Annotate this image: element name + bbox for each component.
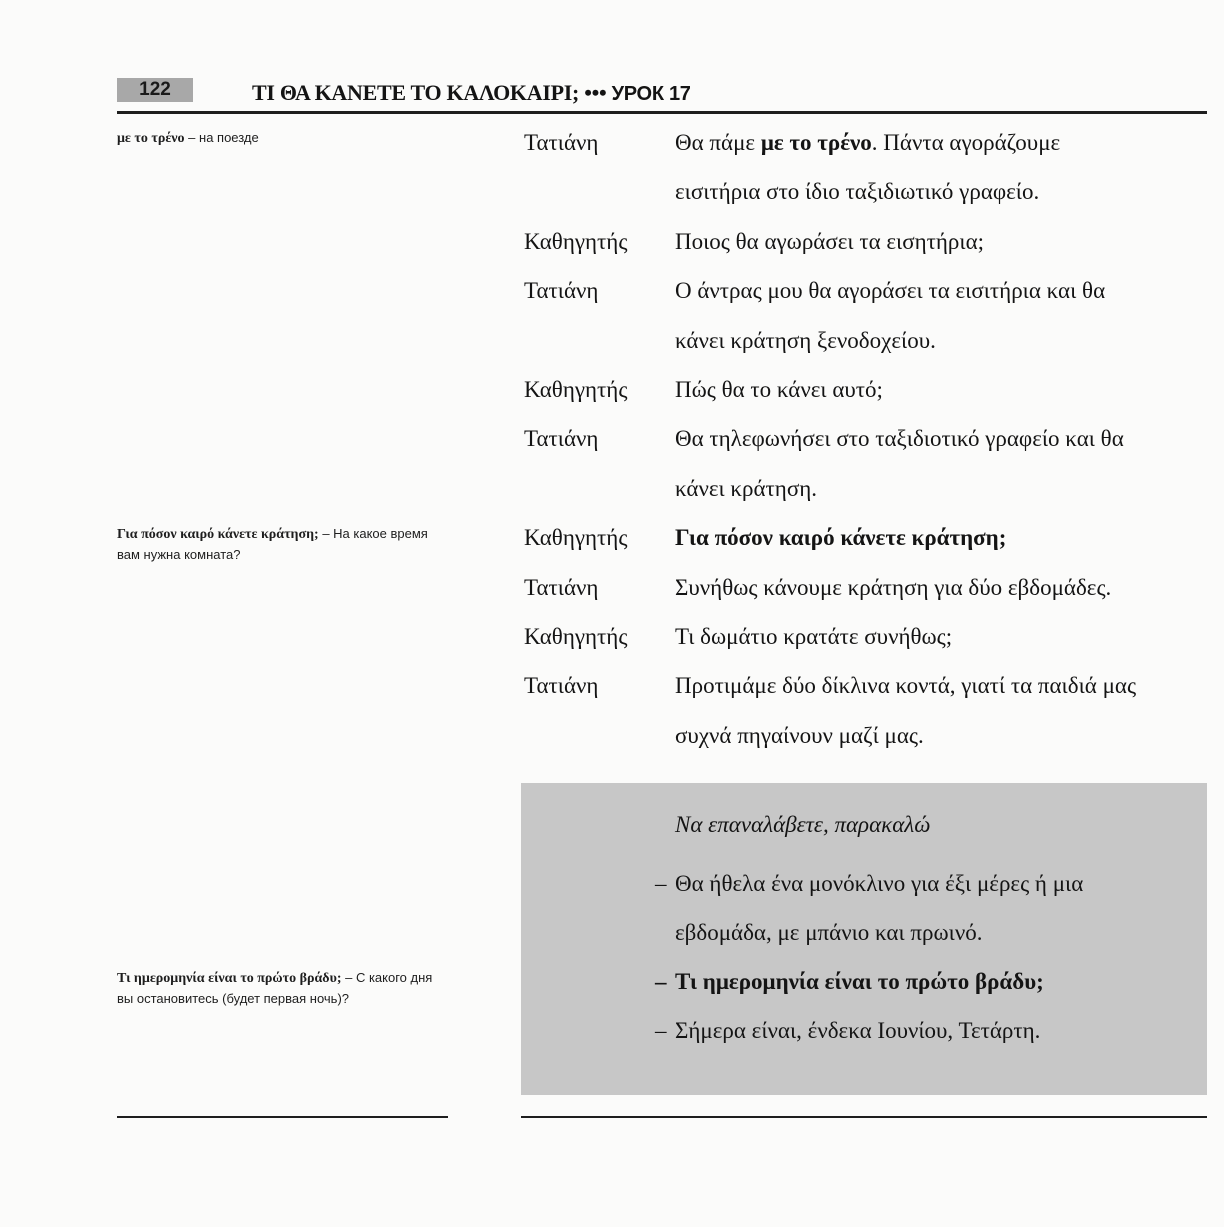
speaker-name: Τατιάνη <box>524 130 599 155</box>
gloss-translation: – на поезде <box>184 130 259 145</box>
margin-gloss <box>117 524 447 565</box>
dash: – <box>655 1018 667 1043</box>
dialogue-line <box>524 711 1214 760</box>
highlighted-phrase: με το τρένο <box>760 130 872 155</box>
repeat-line: – Σήμερα είναι, ένδεκα Ιουνίου, Τετάρτη. <box>655 1006 1040 1055</box>
speech-text: Τι δωμάτιο κρατάτε συνήθως; <box>675 624 953 650</box>
margin-gloss <box>117 968 447 1009</box>
speaker-name: Καθηγητής <box>524 377 628 403</box>
speaker-name <box>524 167 675 216</box>
speech-text <box>675 513 1214 562</box>
dialogue <box>524 118 1214 760</box>
gloss-greek: Τι ημερομηνία είναι το πρώτο βράδυ; <box>117 971 342 986</box>
speech-text: κάνει κράτηση. <box>675 475 817 501</box>
repeat-line: – Θα ήθελα ένα μονόκλινο για έξι μέρες ή μια <box>655 859 1083 908</box>
gloss-greek: Για πόσον καιρό κάνετε κράτηση; <box>117 527 319 542</box>
dialogue-line <box>524 661 1214 710</box>
footer-rule-left <box>117 1116 448 1118</box>
dialogue-line <box>524 118 1214 167</box>
header-rule <box>117 111 1207 114</box>
repeat-title: Να επαναλάβετε, παρακαλώ <box>675 812 931 837</box>
speaker-name: Καθηγητής <box>524 624 628 650</box>
gloss-greek: με το τρένο <box>117 131 185 146</box>
footer-rule-right <box>521 1116 1207 1118</box>
dialogue-line <box>524 513 1214 562</box>
dialogue-line <box>524 414 1214 463</box>
speaker-name: Τατιάνη <box>524 278 599 304</box>
repeat-line: εβδομάδα, με μπάνιο και πρωινό. <box>675 920 983 945</box>
dialogue-line <box>524 316 1214 365</box>
page-number: 122 <box>117 78 193 102</box>
margin-gloss <box>117 128 447 149</box>
speaker-name <box>524 464 675 513</box>
speech-text: Ο άντρας μου θα αγοράσει τα εισιτήρια και θα <box>675 278 1106 304</box>
dialogue-line <box>524 365 1214 414</box>
speech-text: εισιτήρια στο ίδιο ταξιδιωτικό γραφείο. <box>675 179 1040 205</box>
speech-text: Ποιος θα αγωράσει τα εισητήρια; <box>675 228 985 254</box>
running-head <box>252 80 691 106</box>
dialogue-line <box>524 167 1214 216</box>
gloss-translation: – На какое время вам нужна комната? <box>117 526 428 562</box>
highlighted-phrase: Για πόσον καιρό κάνετε κράτηση; <box>675 525 1007 551</box>
dash: – <box>655 969 667 994</box>
dialogue-line <box>524 464 1214 513</box>
speech-text: κάνει κράτηση ξενοδοχείου. <box>675 327 936 353</box>
speaker-name: Τατιάνη <box>524 426 599 452</box>
dialogue-line <box>524 563 1214 612</box>
speaker-name: Καθηγητής <box>524 228 628 254</box>
speaker-name: Καθηγητής <box>524 525 628 551</box>
speech-text: Θα πάμε με το τρένο. Πάντα αγοράζουμε <box>675 130 1061 155</box>
header-dots: ••• <box>584 80 607 105</box>
gloss-translation: – С какого дня вы остановитесь (будет первая ночь)? <box>117 970 433 1006</box>
dialogue-line <box>524 612 1214 661</box>
speaker-name <box>524 316 675 365</box>
speaker-name <box>524 711 675 760</box>
lesson-label: УРОК 17 <box>611 83 691 105</box>
speech-text: Θα τηλεφωνήσει στο ταξιδιοτικό γραφείο και θα <box>675 426 1124 452</box>
speech-text: Συνήθως κάνουμε κράτηση για δύο εβδομάδες. <box>675 574 1112 600</box>
dialogue-line <box>524 217 1214 266</box>
speech-text: συχνά πηγαίνουν μαζί μας. <box>675 722 924 748</box>
speaker-name: Τατιάνη <box>524 574 599 600</box>
chapter-title: ΤΙ ΘΑ ΚΑΝΕΤΕ ΤΟ ΚΑΛΟΚΑΙΡΙ; <box>252 80 580 105</box>
speech-text: Προτιμάμε δύο δίκλινα κοντά, γιατί τα παιδιά μας <box>675 673 1137 699</box>
speaker-name: Τατιάνη <box>524 673 599 699</box>
dialogue-line <box>524 266 1214 315</box>
repeat-line: – Τι ημερομηνία είναι το πρώτο βράδυ; <box>655 957 1044 1006</box>
dash: – <box>655 871 667 896</box>
speech-text: Πώς θα το κάνει αυτό; <box>675 377 883 403</box>
